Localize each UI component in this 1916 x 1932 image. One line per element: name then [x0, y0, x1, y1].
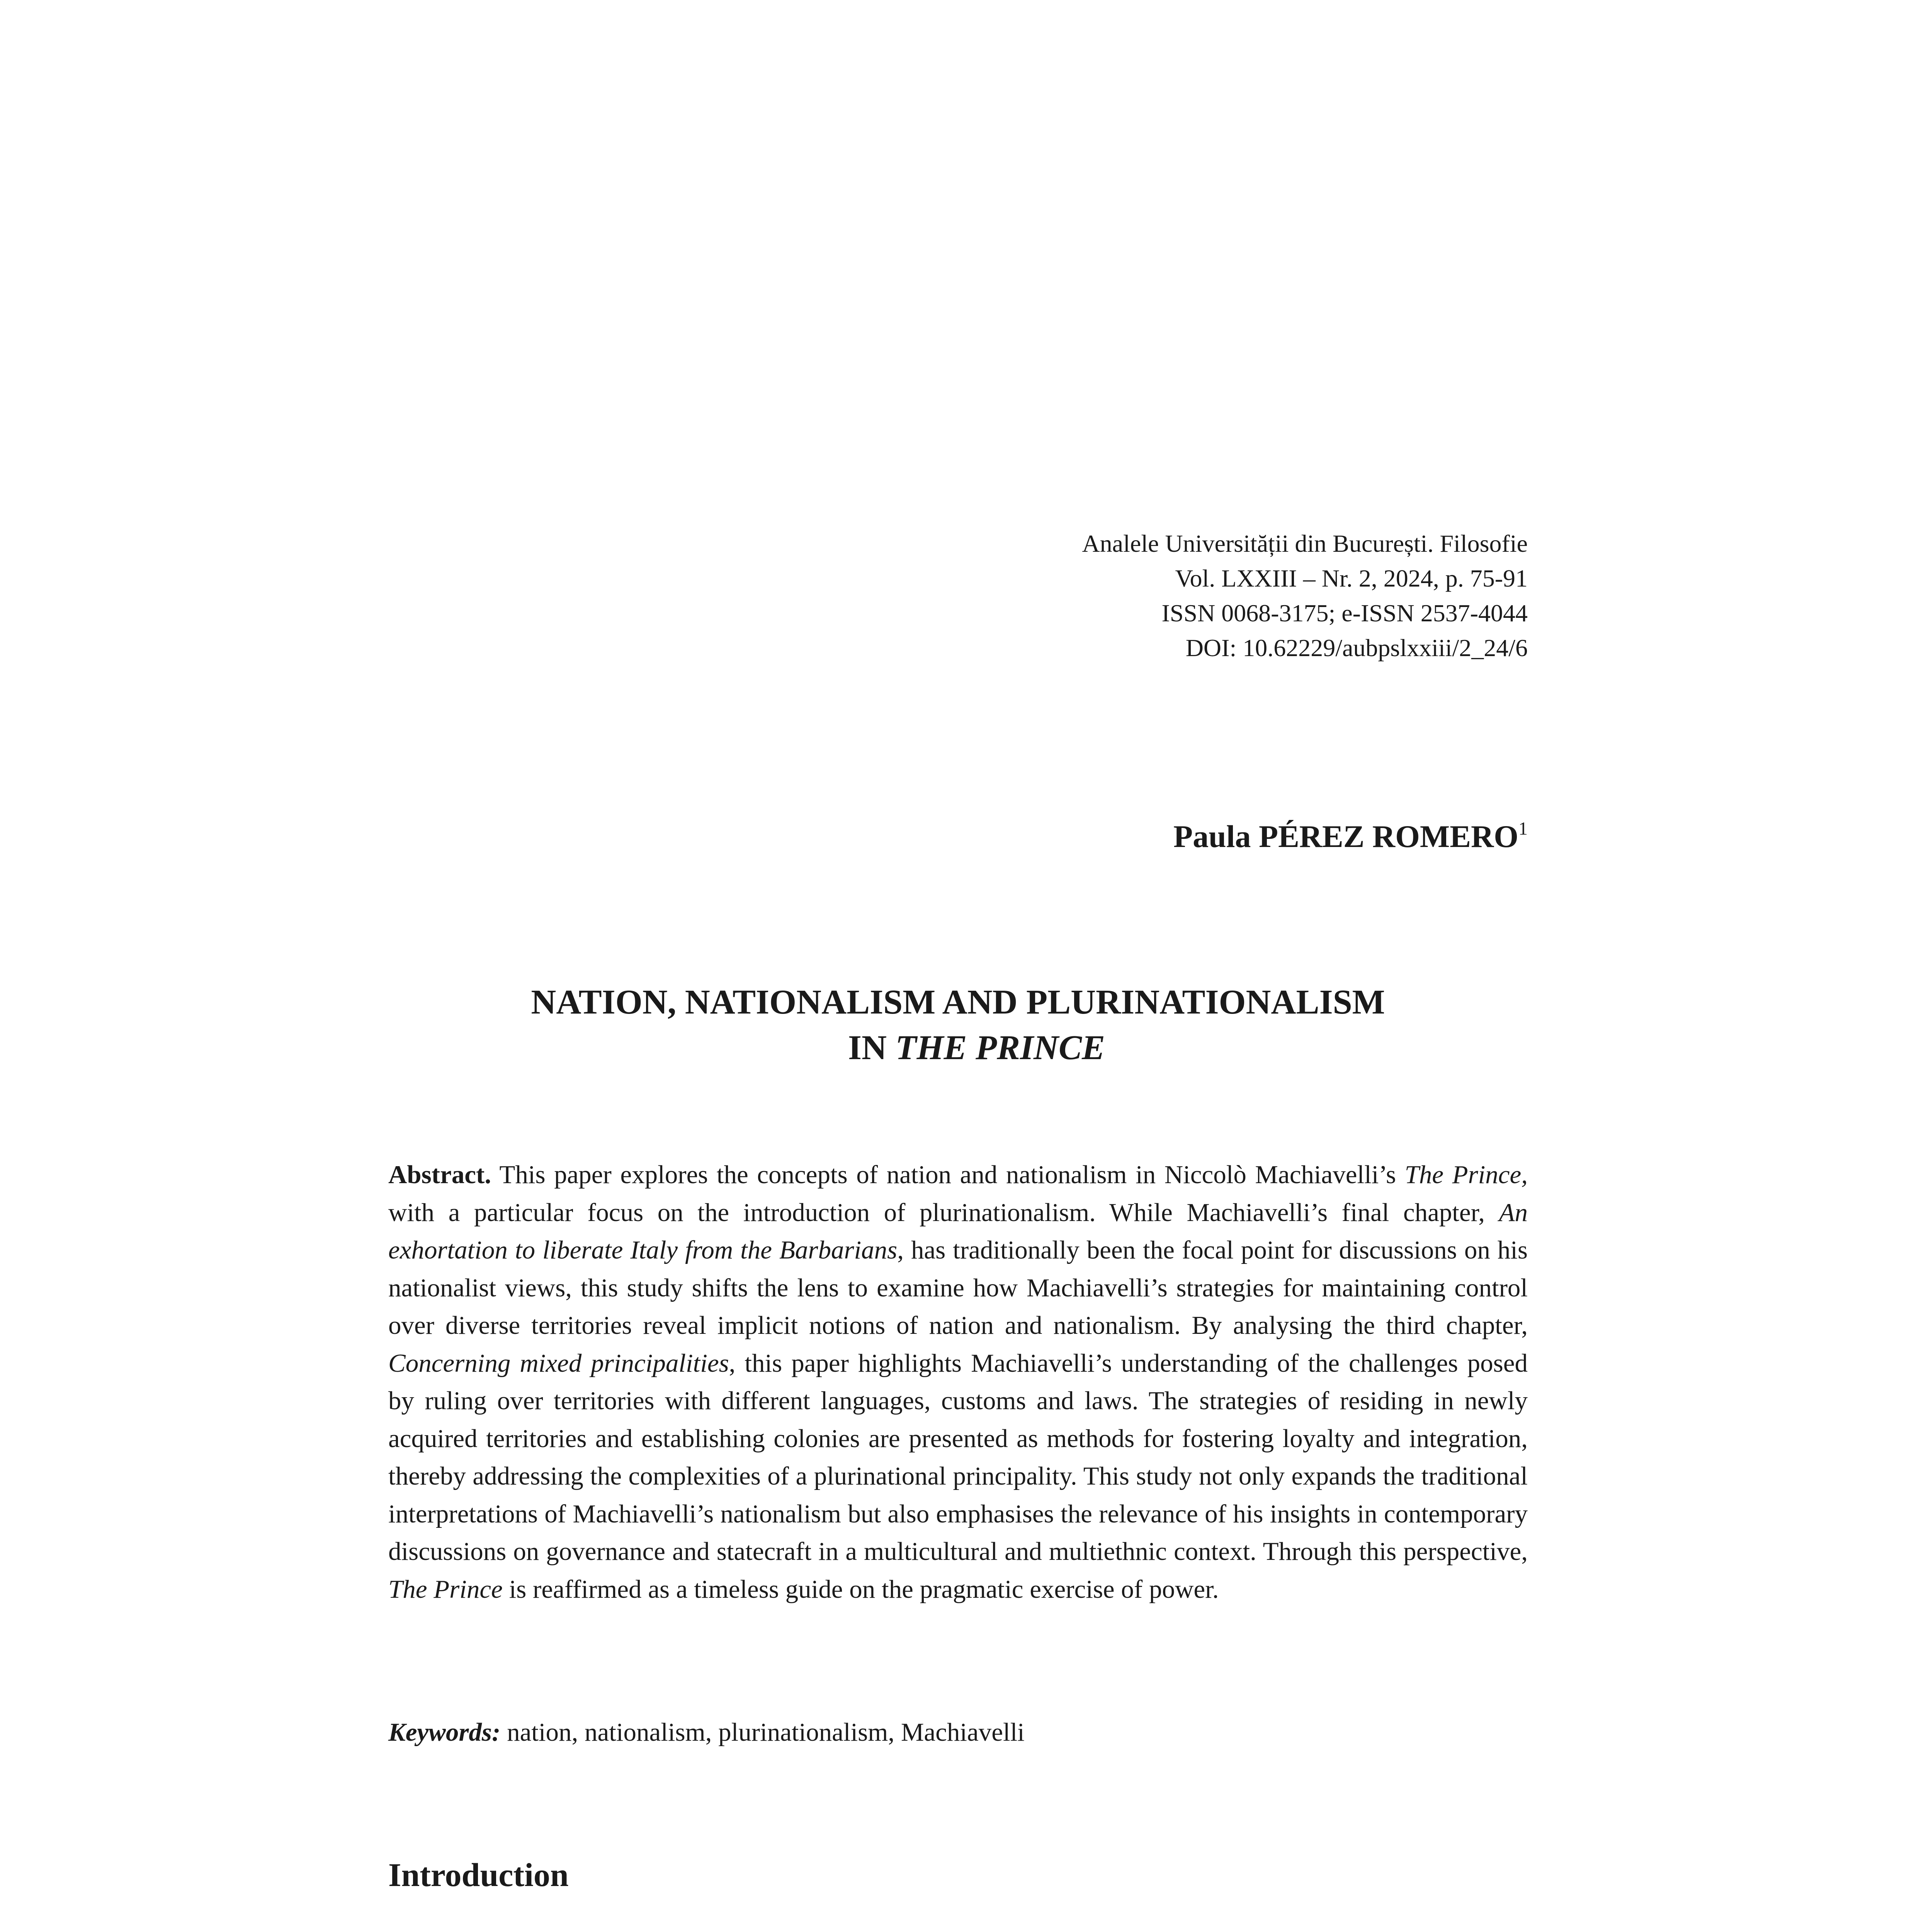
author-name: Paula PÉREZ ROMERO: [1173, 819, 1518, 854]
abstract-italic: An exhortation to liberate Italy from the Barbarians: [388, 1198, 1528, 1264]
title-line-2: [0, 1025, 1916, 1071]
author-footnote-mark[interactable]: 1: [1518, 818, 1528, 839]
title-line-1: NATION, NATIONALISM AND PLURINATIONALISM: [531, 983, 1385, 1021]
abstract-text: with a particular focus on the introduction of plurinationalism. While Machiavelli’s final chapter,: [388, 1198, 1499, 1227]
abstract-text: , has traditionally been the focal point for discussions on his nationalist views, this study shifts the lens to examine how Machiavelli’s strategies for maintaining control over diverse territories reveal implicit notions of nation and nationalism. By analysing the third chapter,: [388, 1236, 1528, 1340]
journal-doi: DOI: 10.62229/aubpslxxiii/2_24/6: [1185, 634, 1528, 662]
abstract-italic: Concerning mixed principalities: [388, 1349, 729, 1378]
abstract-italic: The Prince: [388, 1575, 503, 1604]
abstract-text: is reaffirmed as a timeless guide on the pragmatic exercise of power.: [502, 1575, 1219, 1604]
journal-volume: Vol. LXXIII – Nr. 2, 2024, p. 75-91: [1175, 565, 1528, 592]
abstract-label: Abstract.: [388, 1160, 491, 1189]
journal-name: Analele Universității din București. Filosofie: [1082, 530, 1528, 557]
abstract-text: , this paper highlights Machiavelli’s understanding of the challenges posed by ruling over territories with different languages, customs and laws. The strategies of residing in newly acquired territories and establishing colonies are presented as methods for fostering loyalty and integration, thereby addressing the complexities of a plurinational principality. This study not only expands the traditional interpretations of Machiavelli’s nationalism but also emphasises the relevance of his insights in contemporary discussions on governance and statecraft in a multicultural and multiethnic context. Through this perspective,: [388, 1349, 1528, 1566]
abstract-italic: The Prince,: [1404, 1160, 1528, 1189]
title-italic: THE PRINCE: [895, 1029, 1105, 1067]
journal-issn: ISSN 0068-3175; e-ISSN 2537-4044: [1161, 599, 1528, 627]
author-line: [1173, 818, 1528, 855]
abstract: [388, 1156, 1528, 1608]
section-heading-introduction: Introduction: [388, 1856, 569, 1893]
abstract-text: This paper explores the concepts of nation and nationalism in Niccolò Machiavelli’s: [491, 1160, 1405, 1189]
title-prefix: IN: [848, 1029, 896, 1067]
paper-title: [0, 980, 1916, 1071]
keywords: [388, 1718, 1025, 1747]
keywords-label: Keywords:: [388, 1718, 501, 1747]
journal-info: [1082, 526, 1528, 665]
keywords-text: nation, nationalism, plurinationalism, Machiavelli: [500, 1718, 1025, 1747]
